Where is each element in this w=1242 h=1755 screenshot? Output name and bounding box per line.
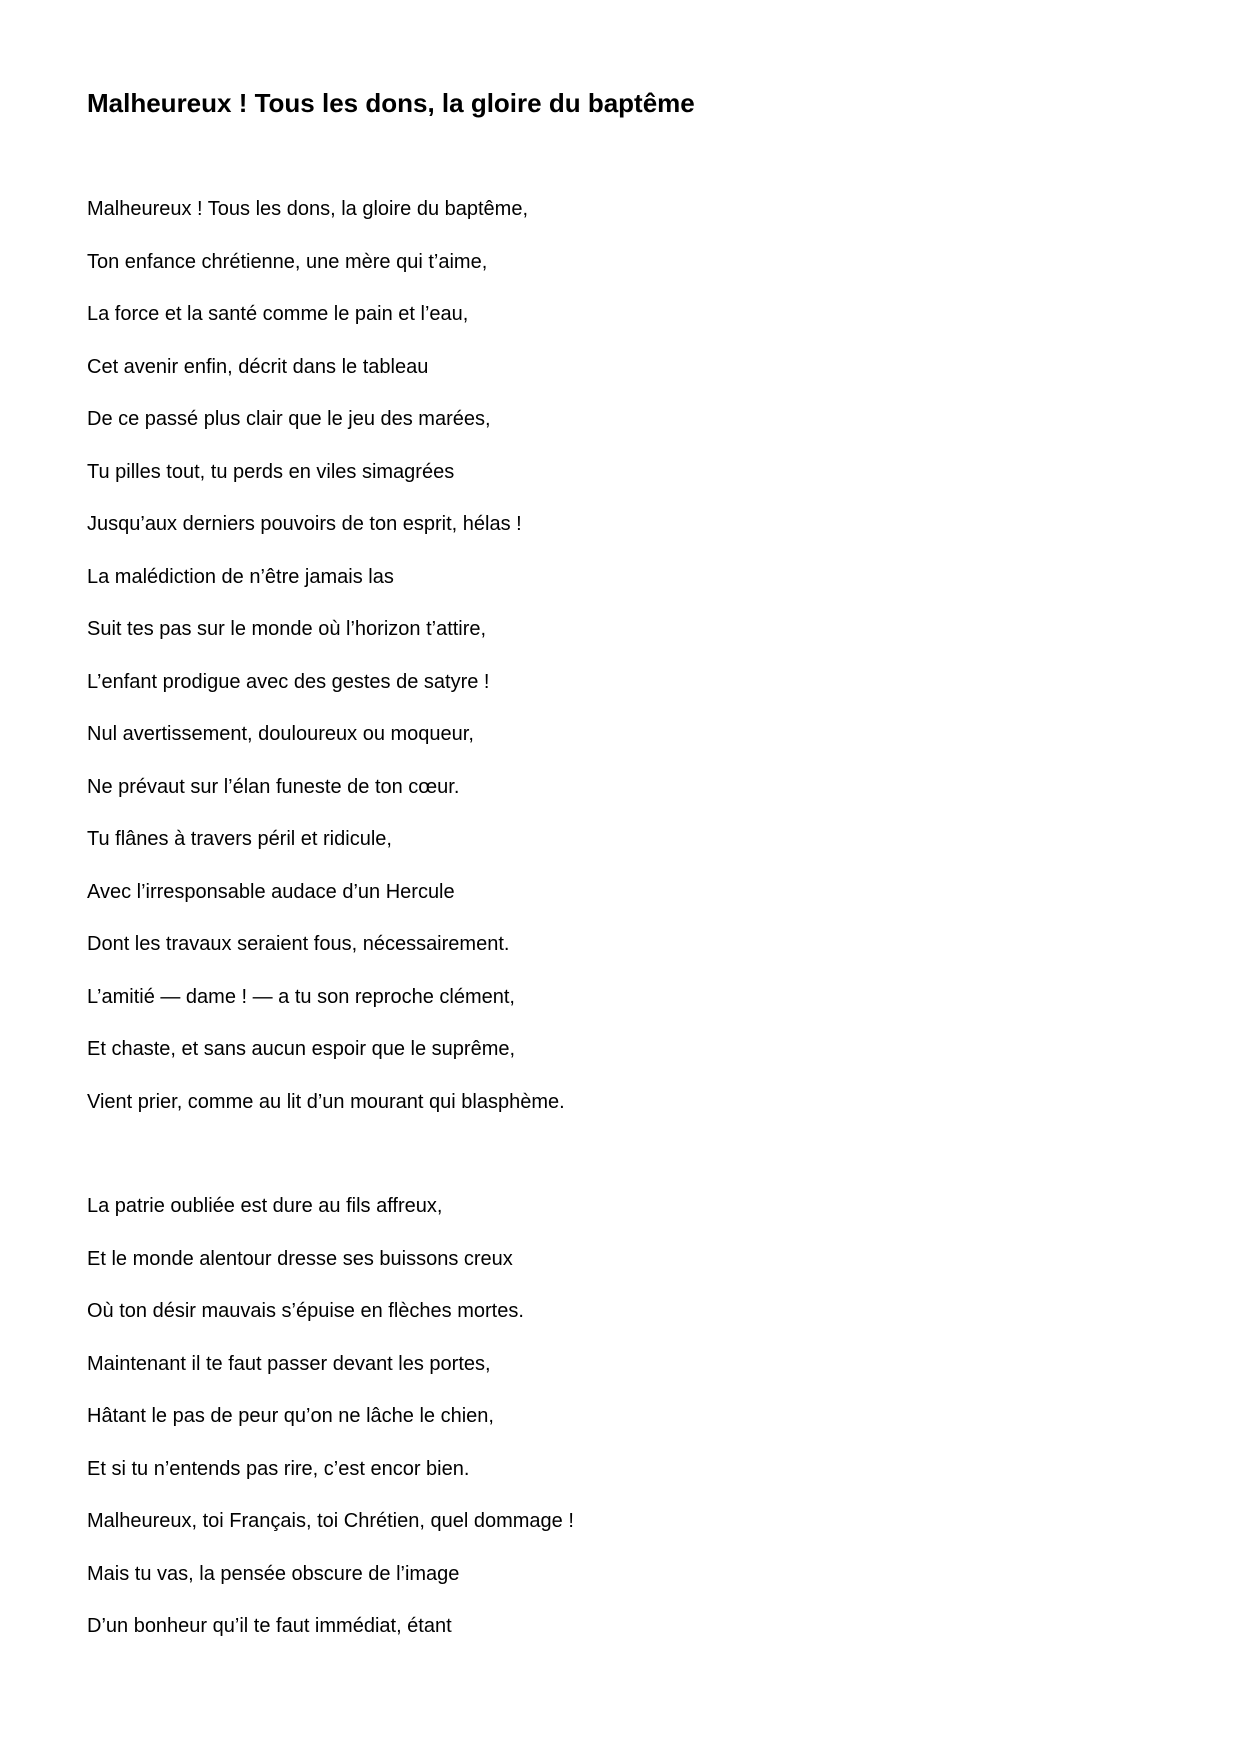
verse-line: Où ton désir mauvais s’épuise en flèches mortes. (87, 1300, 524, 1322)
verse-line: L’enfant prodigue avec des gestes de satyre ! (87, 670, 490, 693)
verse-line: La malédiction de n’être jamais las (87, 565, 394, 588)
verse-line: Nul avertissement, douloureux ou moqueur, (87, 723, 474, 745)
verse-line: Cet avenir enfin, décrit dans le tableau (87, 355, 429, 378)
verse-line: Malheureux, toi Français, toi Chrétien, quel dommage ! (87, 1510, 574, 1532)
verse-line: Et si tu n’entends pas rire, c’est encor bien. (87, 1457, 470, 1480)
verse-line: Tu flânes à travers péril et ridicule, (87, 828, 392, 850)
verse-line: Jusqu’aux derniers pouvoirs de ton esprit, hélas ! (87, 513, 522, 535)
stanza-1 (87, 196, 565, 1141)
verse-line: Hâtant le pas de peur qu’on ne lâche le chien, (87, 1405, 494, 1427)
verse-line: Tu pilles tout, tu perds en viles simagrées (87, 460, 455, 483)
verse-line: Ton enfance chrétienne, une mère qui t’aime, (87, 250, 488, 273)
verse-line: La patrie oubliée est dure au fils affreux, (87, 1195, 443, 1217)
verse-line: Vient prier, comme au lit d’un mourant qui blasphème. (87, 1090, 565, 1113)
verse-line: Ne prévaut sur l’élan funeste de ton cœur. (87, 775, 460, 798)
verse-line: Dont les travaux seraient fous, nécessairement. (87, 933, 510, 955)
verse-line: Et le monde alentour dresse ses buissons creux (87, 1247, 513, 1270)
verse-line: Et chaste, et sans aucun espoir que le suprême, (87, 1038, 516, 1060)
verse-line: Malheureux ! Tous les dons, la gloire du baptême, (87, 198, 529, 220)
verse-line: Mais tu vas, la pensée obscure de l’image (87, 1562, 460, 1585)
verse-line: L’amitié — dame ! — a tu son reproche clément, (87, 985, 515, 1008)
poem-title: Malheureux ! Tous les dons, la gloire du baptême (87, 88, 695, 118)
verse-line: Suit tes pas sur le monde où l’horizon t’attire, (87, 618, 487, 640)
verse-line: D’un bonheur qu’il te faut immédiat, étant (87, 1615, 452, 1637)
verse-line: Avec l’irresponsable audace d’un Hercule (87, 880, 455, 903)
verse-line: De ce passé plus clair que le jeu des marées, (87, 408, 491, 430)
verse-line: La force et la santé comme le pain et l’eau, (87, 303, 469, 325)
verse-line: Maintenant il te faut passer devant les portes, (87, 1352, 491, 1375)
stanza-2 (87, 1193, 574, 1666)
